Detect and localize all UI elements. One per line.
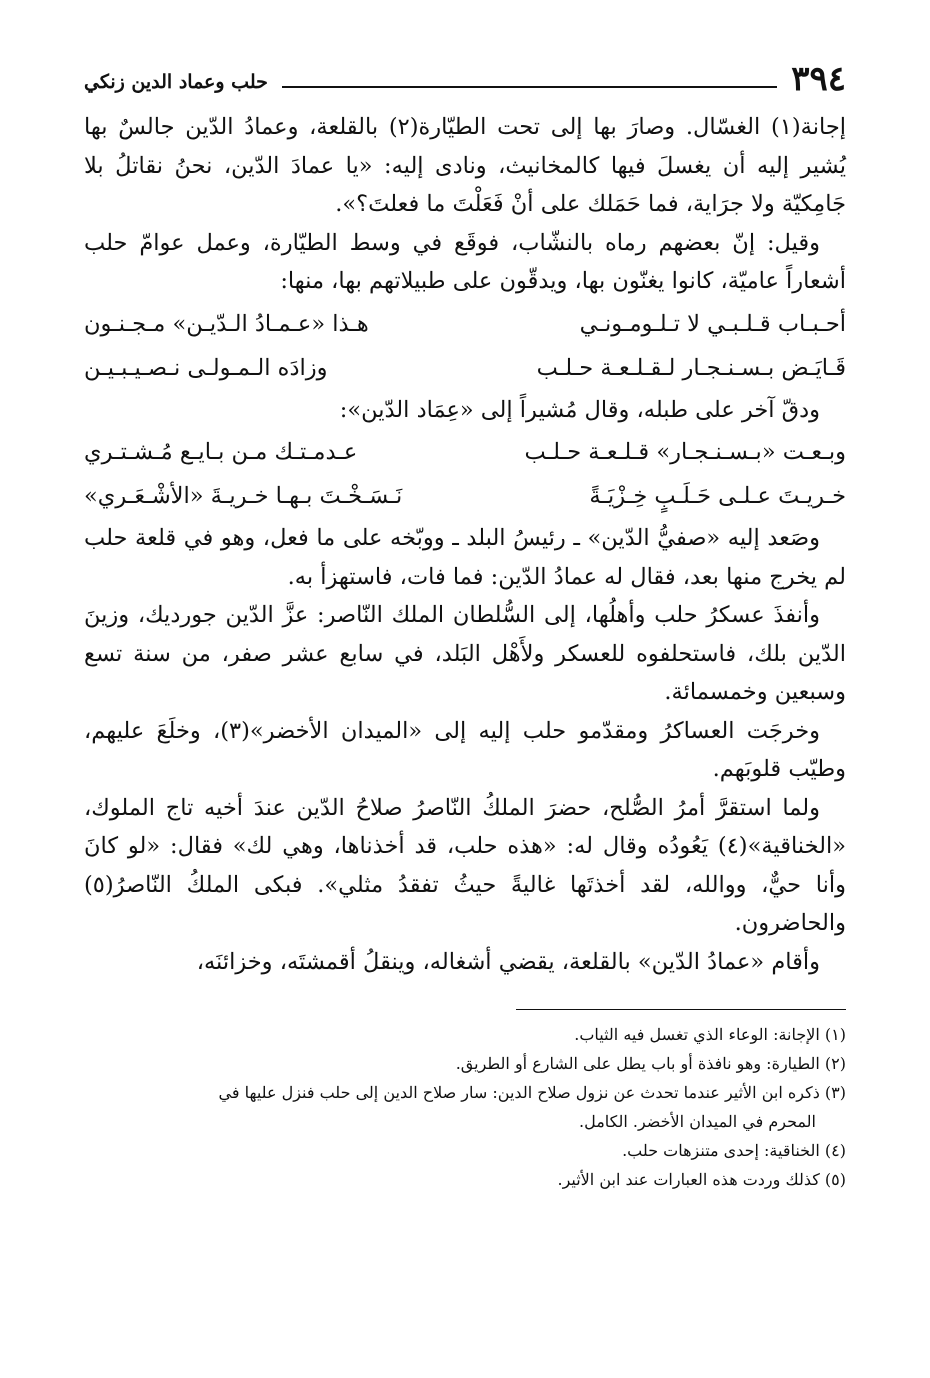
- footnote-text: (٢) الطيارة: وهو نافذة أو باب يطل على الشارع أو الطريق.: [455, 1054, 846, 1073]
- footnote-1: [84, 1020, 846, 1049]
- footnote-4: [84, 1136, 846, 1165]
- paragraph-6: وخرجَت العساكرُ ومقدّمو حلب إليه إلى «الميدان الأخضر»(٣)، وخلَعَ عليهم، وطيّب قلوبَهم.: [84, 717, 846, 782]
- verse-hemistich: عـدمـتـك مـن بـايـع مُـشـتـري: [84, 439, 358, 465]
- running-title: حلب وعماد الدين زنكي: [84, 71, 268, 93]
- paragraph-4: وصَعد إليه «صفيُّ الدّين» ـ رئيسُ البلد ـ ووبّخه على ما فعل، وهو في قلعة حلب لم يخرج منها بعد، فقال له عمادُ الدّين: فما فات، فاستهزأ به.: [84, 525, 846, 590]
- verse-line-2: [84, 347, 846, 389]
- verse-line-1: [84, 303, 846, 345]
- verse-line-3: [84, 431, 846, 473]
- footnote-text: (٤) الخناقية: إحدى متنزهات حلب.: [622, 1141, 846, 1160]
- verse-hemistich: وزادَه الـمـولـى نـصـيـبـيـن: [84, 354, 328, 381]
- footnote-3: [84, 1078, 846, 1136]
- paragraph-1: إجانة(١) الغسّال. وصارَ بها إلى تحت الطيّارة(٢) بالقلعة، وعمادُ الدّين جالسٌ بها يُشير إليه أن يغسلَ فيها كالمخانيث، ونادى إليه: «يا عمادَ الدّين، نحنُ نقاتلُ بلا جَامِكيّة ولا جرَاية، فما حَمَلك على أنْ فَعَلْتَ ما فعلتَ؟».: [84, 114, 847, 217]
- paragraph-7: ولما استقرَّ أمرُ الصُّلح، حضرَ الملكُ النّاصرُ صلاحُ الدّين عندَ أخيه تاج الملوك، «الخناقية»(٤) يَعُودُه وقال له: «هذه حلب، قد أخذناها، وهي لك» فقال: «لو كانَ وأنا حيٌّ، ووالله، لقد أخذتَها غاليةً حيثُ تفقدُ مثلي». فبكى الملكُ النّاصرُ(٥) والحاضرون.: [84, 794, 846, 936]
- footnote-continuation: المحرم في الميدان الأخضر. الكامل.: [578, 1112, 816, 1131]
- header-rule: [282, 86, 777, 88]
- footnote-5: [84, 1165, 846, 1194]
- paragraph-8: وأقام «عمادُ الدّين» بالقلعة، يقضي أشغاله، وينقلُ أقمشتَه، وخزائنَه،: [196, 948, 820, 975]
- verse-hemistich: قَـايَـض بـسـنـجـار لـقـلـعـة حـلـب: [536, 354, 846, 381]
- footnote-text: (٣) ذكره ابن الأثير عندما تحدث عن نزول صلاح الدين: سار صلاح الدين إلى حلب فنزل عليها في: [218, 1083, 846, 1102]
- paragraph-3: ودقّ آخر على طبله، وقال مُشيراً إلى «عِمَاد الدّين»:: [339, 396, 820, 423]
- footnote-rule: [516, 1009, 846, 1010]
- footnote-2: [84, 1049, 846, 1078]
- verse-hemistich: نَـسَـخْـتَ بـهـا خـريـةَ «الأشْـعَـري»: [84, 483, 403, 509]
- verse-hemistich: هـذا «عـمـادُ الـدّيـن» مـجـنـون: [84, 310, 369, 337]
- page-header: [84, 52, 846, 99]
- verse-line-4: [84, 475, 846, 517]
- footnote-text: (٥) كذلك وردت هذه العبارات عند ابن الأثير.: [557, 1170, 846, 1189]
- footnote-text: (١) الإجانة: الوعاء الذي تغسل فيه الثياب.: [574, 1025, 846, 1044]
- verse-hemistich: وبـعـت «بـسـنـجـار» قـلـعـة حـلـب: [524, 439, 846, 465]
- footnotes: [84, 1020, 846, 1194]
- verse-hemistich: خـريـتَ عـلـى حَـلَـبٍ خِـزْيَـةً: [589, 483, 846, 509]
- paragraph-5: وأنفذَ عسكرُ حلب وأهلُها، إلى السُّلطان الملك النّاصر: عزَّ الدّين جورديك، وزينَ الدّين بلك، فاستحلفوه للعسكر ولأَهْل البَلد، في سابع عشر صفر، من سنة تسع وسبعين وخمسمائة.: [84, 602, 846, 705]
- body-text: [84, 108, 846, 981]
- page-number: ٣٩٤: [791, 59, 846, 99]
- paragraph-2: وقيل: إنّ بعضهم رماه بالنشّاب، فوقَع في وسط الطيّارة، وعمل عوامّ حلب أشعاراً عاميّة، كانوا يغنّون بها، ويدقّون على طبيلاتهم بها، منها:: [84, 229, 846, 294]
- verse-hemistich: أحـبـاب قـلـبـي لا تـلـومـونـي: [579, 310, 846, 337]
